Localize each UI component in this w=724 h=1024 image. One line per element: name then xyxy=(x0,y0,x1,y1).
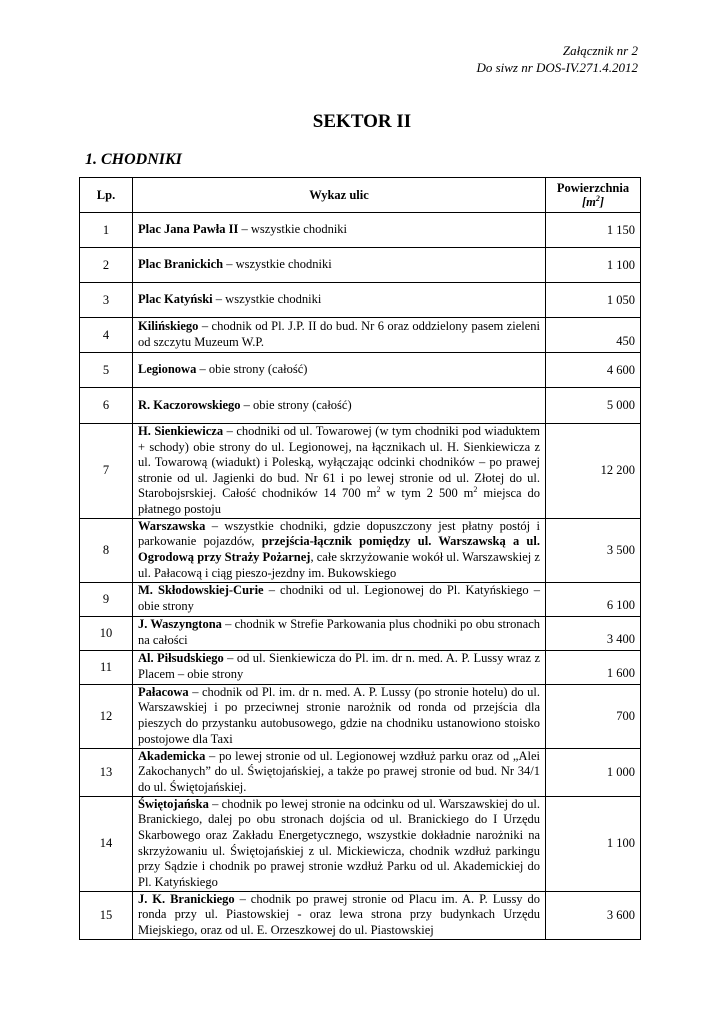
table-header-row xyxy=(80,178,641,213)
page-title: SEKTOR II xyxy=(312,111,412,132)
row-streets: Plac Branickich – wszystkie chodniki xyxy=(133,248,546,283)
row-area: 1 100 xyxy=(546,248,641,283)
row-streets: J. K. Branickiego – chodnik po prawej stronie od Placu im. A. P. Lussy do ronda przy ul. Piastowskiej - oraz lewa strona przy budynkach Urzędu Miejskiego, oraz od ul. E. Orzeszkowej do ul. Piastowskiej xyxy=(133,891,546,939)
row-streets: R. Kaczorowskiego – obie strony (całość) xyxy=(133,388,546,424)
row-streets: Pałacowa – chodnik od Pl. im. dr n. med. A. P. Lussy (po stronie hotelu) do ul. Warszawskiej i po przeciwnej stronie narożnik od ronda od przejścia dla pieszych do przystanku autobusowego, gdzie na chodniku ustanowiono stoisko postojowe dla Taxi xyxy=(133,684,546,748)
streets-table xyxy=(79,177,641,940)
table-row xyxy=(80,616,641,650)
header-streets: Wykaz ulic xyxy=(133,178,546,213)
row-area: 1 000 xyxy=(546,748,641,796)
section-heading: 1. CHODNIKI xyxy=(85,151,182,168)
row-streets: H. Sienkiewicza – chodniki od ul. Towarowej (w tym chodniki pod wiaduktem + schody) obie strony do ul. Legionowej, na łącznikach ul. H. Sienkiewicza z ul. Towarową (wiadukt) i Poleską, wyłączając odcinki chodników – po prawej stronie od ul. Jagienki do bud. Nr 61 i po lewej stronie od ul. Złotej do ul. Starobojsrskiej. Całość chodników 14 700 $m^2$ w tym 2 500 $m^2$ miejsca do płatnego postoju xyxy=(133,424,546,519)
row-area: 1 150 xyxy=(546,213,641,248)
row-lp: 8 xyxy=(80,518,133,582)
row-lp: 13 xyxy=(80,748,133,796)
table-row xyxy=(80,684,641,748)
table-row xyxy=(80,891,641,939)
row-lp: 9 xyxy=(80,582,133,616)
row-lp: 1 xyxy=(80,213,133,248)
table-row xyxy=(80,353,641,388)
row-lp: 12 xyxy=(80,684,133,748)
row-area: 3 500 xyxy=(546,518,641,582)
row-streets: Al. Piłsudskiego – od ul. Sienkiewicza do Pl. im. dr n. med. A. P. Lussy wraz z Placem – obie strony xyxy=(133,650,546,684)
row-area: 1 100 xyxy=(546,796,641,891)
row-streets: J. Waszyngtona – chodnik w Strefie Parkowania plus chodniki po obu stronach na całości xyxy=(133,616,546,650)
table-row xyxy=(80,388,641,424)
row-area: 12 200 xyxy=(546,424,641,519)
table-row xyxy=(80,424,641,519)
row-lp: 15 xyxy=(80,891,133,939)
row-area: 3 600 xyxy=(546,891,641,939)
row-streets: M. Skłodowskiej-Curie – chodniki od ul. Legionowej do Pl. Katyńskiego – obie strony xyxy=(133,582,546,616)
header-area xyxy=(546,178,641,213)
table-row xyxy=(80,318,641,353)
reference-label: Do siwz nr DOS-IV.271.4.2012 xyxy=(476,60,638,75)
row-area: 4 600 xyxy=(546,353,641,388)
row-streets: Warszawska – wszystkie chodniki, gdzie dopuszczony jest płatny postój i parkowanie pojazdów, przejścia-łącznik pomiędzy ul. Warszawską a ul. Ogrodową przy Straży Pożarnej, całe skrzyżowanie wokół ul. Warszawskiej z ul. Pałacową i ciąg pieszo-jezdny im. Bukowskiego xyxy=(133,518,546,582)
row-area: 1 050 xyxy=(546,283,641,318)
header-lp: Lp. xyxy=(80,178,133,213)
row-lp: 2 xyxy=(80,248,133,283)
annex-label: Załącznik nr 2 xyxy=(562,43,638,58)
row-area: 3 400 xyxy=(546,616,641,650)
row-area: 450 xyxy=(546,318,641,353)
row-streets: Plac Jana Pawła II – wszystkie chodniki xyxy=(133,213,546,248)
table-row xyxy=(80,650,641,684)
row-lp: 6 xyxy=(80,388,133,424)
row-lp: 11 xyxy=(80,650,133,684)
row-streets: Plac Katyński – wszystkie chodniki xyxy=(133,283,546,318)
row-lp: 14 xyxy=(80,796,133,891)
table-row xyxy=(80,796,641,891)
table-row xyxy=(80,518,641,582)
table-row xyxy=(80,582,641,616)
row-streets: Akademicka – po lewej stronie od ul. Legionowej wzdłuż parku oraz od „Alei Zakochanych” do ul. Świętojańskiej, a także po prawej stronie od bud. Nr 34/1 do ul. Świętojańskiej. xyxy=(133,748,546,796)
row-area: 1 600 xyxy=(546,650,641,684)
table-row xyxy=(80,248,641,283)
row-lp: 7 xyxy=(80,424,133,519)
header-area-unit: $[m^2]$ xyxy=(581,193,605,209)
row-area: 5 000 xyxy=(546,388,641,424)
row-area: 6 100 xyxy=(546,582,641,616)
row-streets: Legionowa – obie strony (całość) xyxy=(133,353,546,388)
row-lp: 10 xyxy=(80,616,133,650)
table-row xyxy=(80,213,641,248)
table-row xyxy=(80,748,641,796)
row-streets: Kilińskiego – chodnik od Pl. J.P. II do bud. Nr 6 oraz oddzielony pasem zieleni od szczytu Muzeum W.P. xyxy=(133,318,546,353)
document-header xyxy=(476,42,638,76)
row-lp: 3 xyxy=(80,283,133,318)
row-area: 700 xyxy=(546,684,641,748)
header-area-label: Powierzchnia xyxy=(556,181,630,195)
row-streets: Świętojańska – chodnik po lewej stronie na odcinku od ul. Warszawskiej do ul. Branickiego, dalej po obu stronach dojścia od ul. Branickiego do I Urzędu Skarbowego oraz Zakładu Energetycznego, wszystkie dokładnie narożniki na skrzyżowaniu ul. Świętojańskiej z ul. Mickiewicza, chodnik wzdłuż parkingu przy Sądzie i chodnik po prawej stronie wzdłuż Parku od ul. Akademickiej do Pl. Katyńskiego xyxy=(133,796,546,891)
row-lp: 4 xyxy=(80,318,133,353)
row-lp: 5 xyxy=(80,353,133,388)
table-row xyxy=(80,283,641,318)
